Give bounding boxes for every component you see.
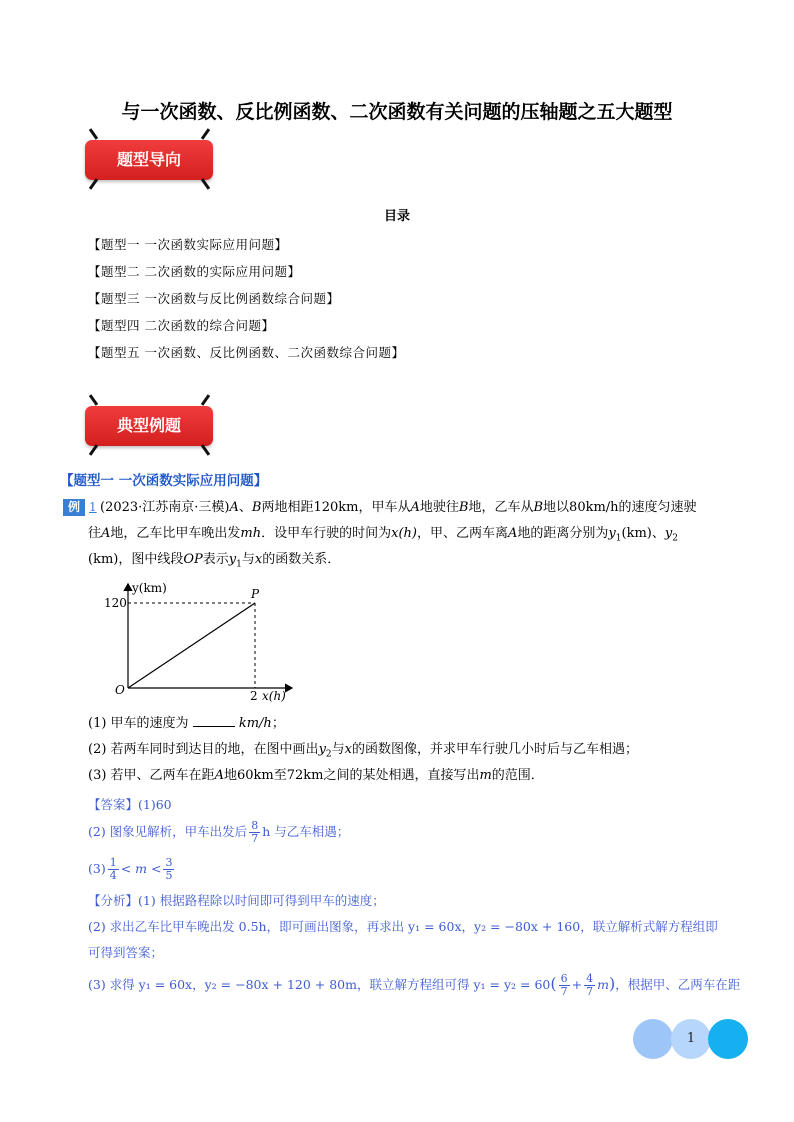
example-badge: 例 — [63, 499, 85, 516]
banner-corner-mark — [89, 394, 98, 406]
page-number: 1 — [686, 1031, 696, 1046]
answer-tag: 【答案】 — [88, 797, 139, 812]
toc-item[interactable]: 【题型一 一次函数实际应用问题】 — [88, 237, 288, 252]
answer-line-1: 【答案】(1)60 — [88, 797, 172, 812]
toc-item[interactable]: 【题型二 二次函数的实际应用问题】 — [88, 264, 301, 279]
section-banner-guide — [85, 140, 213, 180]
origin-label: O — [115, 683, 125, 697]
answer-line-2: (2) 图象见解析，甲车出发后 $\frac{8}{7}$ h 与乙车相遇； — [88, 819, 350, 845]
analysis-line-3: 可得到答案； — [88, 945, 164, 960]
banner-corner-mark — [89, 128, 98, 140]
segment-op — [128, 603, 255, 688]
answer-blank[interactable] — [193, 714, 235, 727]
question-3: (3) 若甲、乙两车在距A地60km至72km之间的某处相遇，直接写出m的范围． — [88, 768, 544, 783]
analysis-line-4: (3) 求得 y₁ = 60x，y₂ = −80x + 120 + 80m，联立解方程组可得 y₁ = y₂ = 60( $\frac{6}{7}$ + $\frac{4}{7}$ m)，根据甲、乙两车在距 — [88, 972, 741, 998]
toc-item[interactable]: 【题型五 一次函数、反比例函数、二次函数综合问题】 — [88, 345, 405, 360]
section-heading: 【题型一 一次函数实际应用问题】 — [60, 473, 268, 489]
banner-label: 典型例题 — [116, 416, 181, 435]
problem-line-2: 往A地，乙车比甲车晚出发mh．设甲车行驶的时间为x(h)，甲、乙两车离A地的距离分别为$y_1(km)$、$y_2$ — [88, 526, 678, 544]
toc-title: 目录 — [383, 209, 410, 224]
banner-corner-mark — [201, 394, 210, 406]
analysis-line-1: 【分析】(1) 根据路程除以时间即可得到甲车的速度； — [88, 893, 385, 908]
toc-item[interactable]: 【题型四 二次函数的综合问题】 — [88, 318, 275, 333]
problem-line-3: (km)，图中线段OP表示$y_1$与x的函数关系． — [88, 552, 341, 570]
x-axis-label: x(h) — [262, 689, 286, 703]
footer-decoration-circle — [708, 1019, 748, 1059]
question-2: (2) 若两车同时到达目的地，在图中画出$y_2$与x的函数图像，并求甲车行驶几小时后与乙车相遇； — [88, 742, 639, 760]
x-tick-label: 2 — [250, 689, 258, 703]
banner-label: 题型导向 — [116, 150, 181, 169]
analysis-tag: 【分析】 — [88, 893, 139, 908]
function-graph — [100, 576, 300, 706]
y-tick-label: 120 — [104, 596, 127, 610]
question-1: (1) 甲车的速度为 km/h； — [88, 716, 285, 731]
y-axis-label: y(km) — [132, 581, 167, 595]
section-banner-examples — [85, 406, 213, 446]
page-title: 与一次函数、反比例函数、二次函数有关问题的压轴题之五大题型 — [121, 101, 673, 123]
problem-source: (2023·江苏南京·三模) — [100, 500, 230, 515]
problem-line-1: (2023·江苏南京·三模)A、B两地相距120km，甲车从A地驶往B地，乙车从B地以80km/h的速度匀速驶 — [100, 500, 697, 515]
toc-item[interactable]: 【题型三 一次函数与反比例函数综合问题】 — [88, 291, 340, 306]
analysis-line-2: (2) 求出乙车比甲车晚出发 0.5h，即可画出图象，再求出 y₁ = 60x，y₂ = −80x + 160，联立解析式解方程组即 — [88, 919, 718, 934]
footer-decoration-circle — [633, 1019, 673, 1059]
answer-line-3: (3) $\frac{1}{4}$ < m < $\frac{3}{5}$ — [88, 856, 173, 882]
banner-corner-mark — [201, 128, 210, 140]
example-number[interactable]: 1 — [89, 500, 97, 514]
point-label: P — [251, 587, 260, 601]
